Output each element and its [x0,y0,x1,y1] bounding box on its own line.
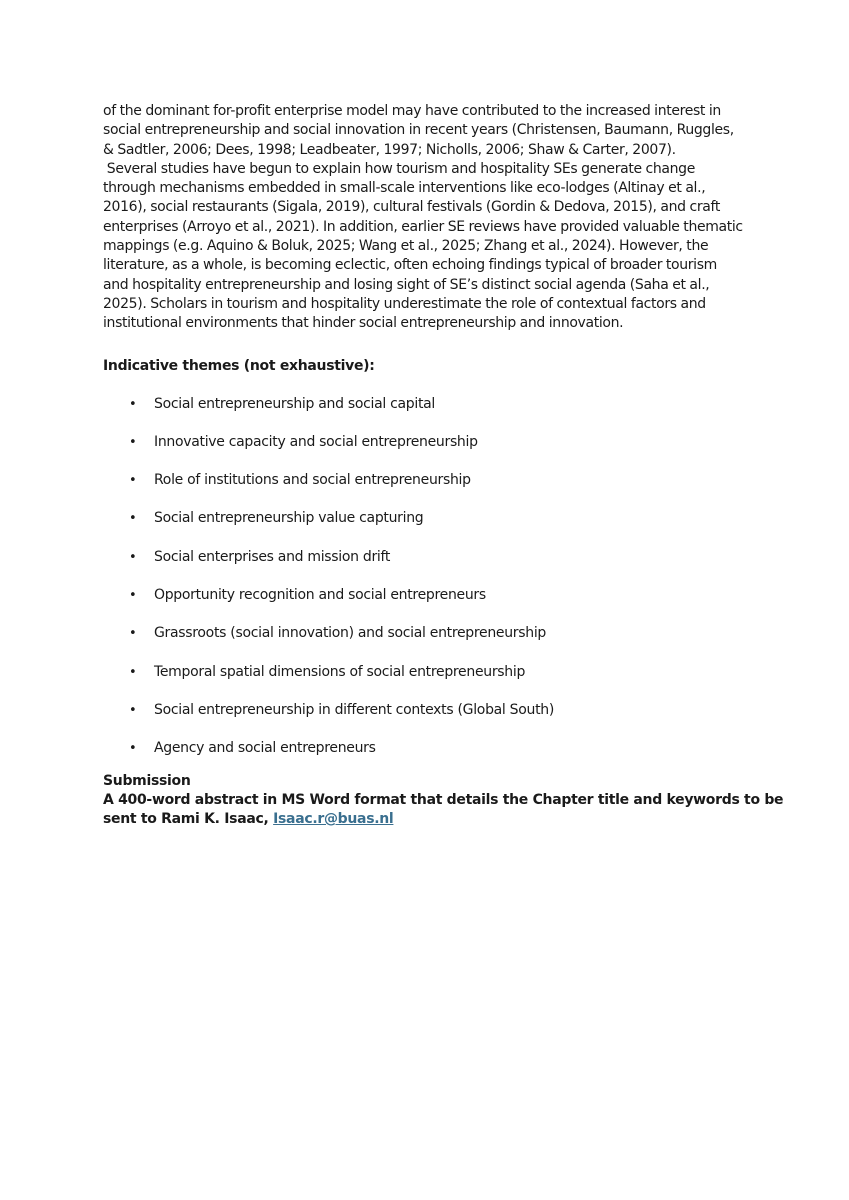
list-item [103,624,753,662]
theme-text: Innovative capacity and social entrepreneurship [154,433,478,450]
theme-text: Social entrepreneurship value capturing [154,510,424,527]
theme-text: Grassroots (social innovation) and social entrepreneurship [154,625,547,642]
body-line: and hospitality entrepreneurship and losing sight of SE’s distinct social agenda (Saha et al., [103,276,710,293]
body-line: 2025). Scholars in tourism and hospitality underestimate the role of contextual factors and [103,295,706,312]
bullet-icon: • [129,702,137,718]
list-item [103,739,753,777]
body-line: mappings (e.g. Aquino & Boluk, 2025; Wang et al., 2025; Zhang et al., 2024). However, the [103,238,709,255]
theme-text: Social entrepreneurship and social capital [154,395,436,412]
bullet-icon: • [129,549,137,565]
list-item [103,663,753,701]
list-item [103,548,753,586]
list-item [103,586,753,624]
submission-body [103,791,784,830]
document-page [103,102,784,830]
themes-list [103,395,753,778]
list-item [103,509,753,547]
submission-heading: Submission [103,772,191,789]
submission-line [103,810,753,830]
body-line: 2016), social restaurants (Sigala, 2019), cultural festivals (Gordin & Dedova, 2015), and craft [103,199,720,216]
list-item [103,433,753,471]
body-paragraph [103,102,753,334]
bullet-icon: • [129,396,137,412]
bullet-icon: • [129,626,137,642]
theme-text: Role of institutions and social entrepreneurship [154,472,471,489]
body-line: through mechanisms embedded in small-scale interventions like eco-lodges (Altinay et al., [103,180,706,197]
theme-text: Opportunity recognition and social entrepreneurs [154,587,486,604]
bullet-icon: • [129,473,137,489]
body-line: of the dominant for-profit enterprise model may have contributed to the increased interest in [103,103,721,119]
body-line: Several studies have begun to explain how tourism and hospitality SEs generate change [103,160,695,177]
bullet-icon: • [129,588,137,604]
list-item [103,701,753,739]
bullet-icon: • [129,434,137,450]
submission-recipient: sent to Rami K. Isaac, [103,811,274,828]
body-line: & Sadtler, 2006; Dees, 1998; Leadbeater, 1997; Nicholls, 2006; Shaw & Carter, 2007). [103,141,676,158]
theme-text: Temporal spatial dimensions of social entrepreneurship [154,663,526,680]
bullet-icon: • [129,511,137,527]
body-line: literature, as a whole, is becoming eclectic, often echoing findings typical of broader tourism [103,257,717,274]
body-line: social entrepreneurship and social innovation in recent years (Christensen, Baumann, Ruggles, [103,122,734,139]
email-link[interactable]: Isaac.r@buas.nl [273,811,394,828]
list-item [103,395,753,433]
list-item [103,471,753,509]
submission-line: A 400-word abstract in MS Word format that details the Chapter title and keywords to be [103,791,784,808]
theme-text: Agency and social entrepreneurs [154,740,376,757]
theme-text: Social enterprises and mission drift [154,548,391,565]
body-line: enterprises (Arroyo et al., 2021). In addition, earlier SE reviews have provided valuable thematic [103,218,743,235]
themes-heading: Indicative themes (not exhaustive): [103,357,375,374]
bullet-icon: • [129,664,137,680]
theme-text: Social entrepreneurship in different contexts (Global South) [154,701,555,718]
bullet-icon: • [129,741,137,757]
body-line: institutional environments that hinder social entrepreneurship and innovation. [103,315,624,332]
